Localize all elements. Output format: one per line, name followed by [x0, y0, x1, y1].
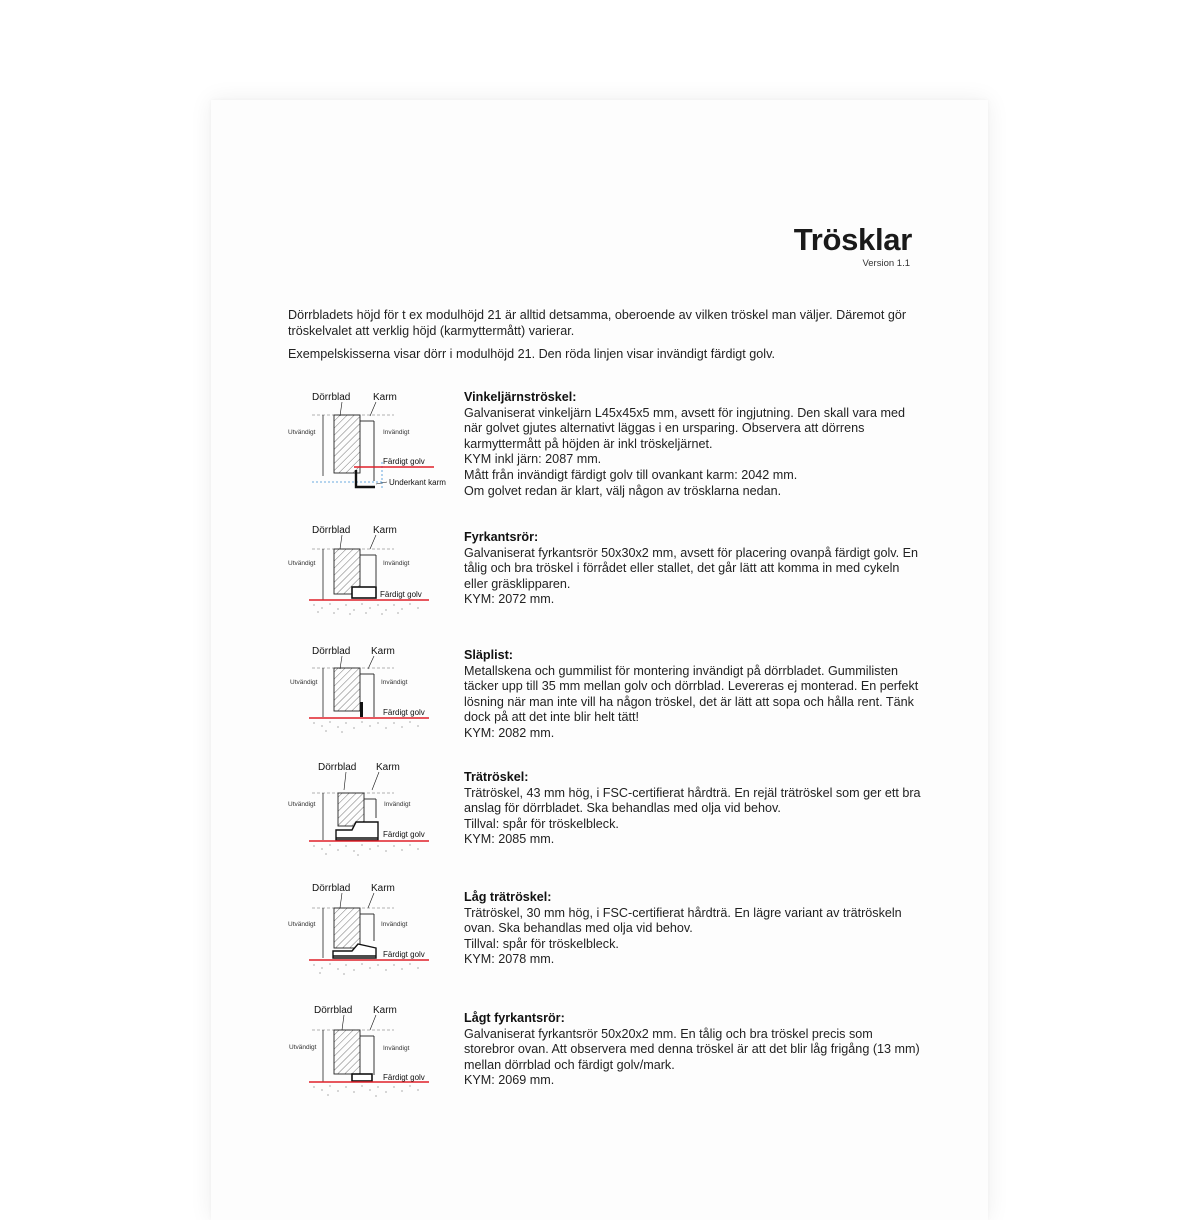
- label-outside: Utvändigt: [288, 560, 316, 567]
- threshold-entry: [284, 386, 924, 511]
- threshold-heading: Låg trätröskel:: [464, 890, 552, 904]
- threshold-text-line: Galvaniserat fyrkantsrör 50x20x2 mm. En tålig och bra tröskel precis som storebror ovan. Att observera med denna tröskel är att det blir låg frigång (13 mm) mellan dörrblad och färdigt golv/mark.: [464, 1026, 920, 1072]
- label-outside: Utvändigt: [288, 921, 316, 928]
- threshold-text-line: Tillval: spår för tröskelbleck.: [464, 816, 619, 831]
- threshold-heading: Vinkeljärnströskel:: [464, 390, 577, 404]
- threshold-description: [464, 390, 924, 499]
- threshold-sketch-low-wood: [284, 883, 444, 1011]
- threshold-text-line: KYM: 2085 mm.: [464, 832, 555, 847]
- threshold-heading: Lågt fyrkantsrör:: [464, 1011, 565, 1025]
- label-frame: Karm: [373, 392, 397, 403]
- threshold-text-line: Trätröskel, 43 mm hög, i FSC-certifierat hårdträ. En rejäl trätröskel som ger ett bra anslag för dörrbladet. Ska behandlas med olja vid behov.: [464, 785, 921, 816]
- label-frame: Karm: [376, 762, 400, 773]
- label-door-leaf: Dörrblad: [312, 646, 351, 657]
- threshold-sketch-angle-iron: [284, 386, 444, 511]
- label-finished-floor: Färdigt golv: [383, 708, 425, 717]
- threshold-description: [464, 890, 924, 968]
- intro-paragraph: Dörrbladets höjd för t ex modulhöjd 21 är alltid detsamma, oberoende av vilken tröskel man väljer. Däremot gör tröskelvalet att verklig höjd (karmyttermått) varierar.: [288, 308, 907, 338]
- threshold-text-line: Tillval: spår för tröskelbleck.: [464, 936, 619, 951]
- label-outside: Utvändigt: [288, 429, 316, 436]
- label-inside: Invändigt: [381, 679, 408, 686]
- label-frame-bottom: Underkant karm: [389, 478, 446, 487]
- threshold-text-line: KYM inkl järn: 2087 mm.: [464, 452, 602, 467]
- threshold-entry: [284, 644, 924, 769]
- label-frame: Karm: [373, 1005, 397, 1016]
- label-finished-floor: Färdigt golv: [383, 950, 425, 959]
- threshold-sketch-square-tube: [284, 526, 444, 651]
- label-door-leaf: Dörrblad: [312, 392, 351, 403]
- intro-text: [288, 307, 928, 369]
- label-inside: Invändigt: [383, 560, 410, 567]
- label-door-leaf: Dörrblad: [318, 762, 357, 773]
- threshold-sketch-wood: [284, 762, 444, 891]
- label-finished-floor: Färdigt golv: [383, 1073, 425, 1082]
- threshold-entry: [284, 883, 924, 1011]
- label-outside: Utvändigt: [290, 679, 318, 686]
- label-outside: Utvändigt: [289, 1044, 317, 1051]
- label-inside: Invändigt: [383, 429, 410, 436]
- label-inside: Invändigt: [384, 801, 411, 808]
- threshold-text-line: KYM: 2072 mm.: [464, 592, 555, 607]
- threshold-description: [464, 1011, 924, 1089]
- label-inside: Invändigt: [383, 1045, 410, 1052]
- threshold-text-line: KYM: 2082 mm.: [464, 725, 555, 740]
- threshold-entry: [284, 526, 924, 651]
- label-frame: Karm: [373, 525, 397, 536]
- threshold-text-line: KYM: 2069 mm.: [464, 1073, 555, 1088]
- threshold-heading: Trätröskel:: [464, 770, 529, 784]
- intro-paragraph: Exempelskisserna visar dörr i modulhöjd 21. Den röda linjen visar invändigt färdigt golv.: [288, 347, 775, 361]
- threshold-description: [464, 530, 924, 608]
- label-finished-floor: Färdigt golv: [380, 590, 422, 599]
- label-finished-floor: Färdigt golv: [383, 457, 425, 466]
- threshold-description: [464, 648, 924, 742]
- threshold-heading: Fyrkantsrör:: [464, 530, 539, 544]
- threshold-text-line: Trätröskel, 30 mm hög, i FSC-certifierat hårdträ. En lägre variant av trätröskeln ovan. Ska behandlas med olja vid behov.: [464, 905, 902, 936]
- label-door-leaf: Dörrblad: [312, 525, 351, 536]
- document-page: [211, 100, 988, 1220]
- label-finished-floor: Färdigt golv: [383, 830, 425, 839]
- threshold-text-line: KYM: 2078 mm.: [464, 952, 555, 967]
- threshold-entry: [284, 762, 924, 891]
- label-frame: Karm: [371, 646, 395, 657]
- threshold-description: [464, 770, 924, 848]
- label-door-leaf: Dörrblad: [314, 1005, 353, 1016]
- threshold-entry: [284, 1007, 924, 1132]
- threshold-sketch-drop-strip: [284, 644, 444, 769]
- threshold-text-line: Metallskena och gummilist för montering invändigt på dörrbladet. Gummilisten täcker upp till 35 mm mellan golv och dörrblad. Levereras ej monterad. En perfekt lösning när man inte vill ha någon tröskel, det är lätt att sopa och hålla rent. Tänk dock på att det inte blir helt tätt!: [464, 663, 919, 725]
- threshold-sketch-low-square-tube: [284, 1007, 444, 1132]
- label-outside: Utvändigt: [288, 801, 316, 808]
- label-frame: Karm: [371, 883, 395, 894]
- document-title: Trösklar: [793, 222, 912, 257]
- threshold-heading: Släplist:: [464, 648, 513, 662]
- label-inside: Invändigt: [381, 921, 408, 928]
- label-door-leaf: Dörrblad: [312, 883, 351, 894]
- document-version: Version 1.1: [862, 258, 910, 269]
- threshold-text-line: Galvaniserat fyrkantsrör 50x30x2 mm, avsett för placering ovanpå färdigt golv. En tålig och bra tröskel i förrådet eller stallet, det går lätt att komma in med cykeln eller gräsklipparen.: [464, 545, 919, 591]
- threshold-text-line: Mått från invändigt färdigt golv till ovankant karm: 2042 mm.: [464, 467, 798, 482]
- threshold-text-line: Galvaniserat vinkeljärn L45x45x5 mm, avsett för ingjutning. Den skall vara med när golvet gjutes alternativt läggas i en ursparing. Observera att dörrens karmyttermått på höjden är inkl tröskeljärnet.: [464, 405, 905, 451]
- threshold-text-line: Om golvet redan är klart, välj någon av trösklarna nedan.: [464, 483, 782, 498]
